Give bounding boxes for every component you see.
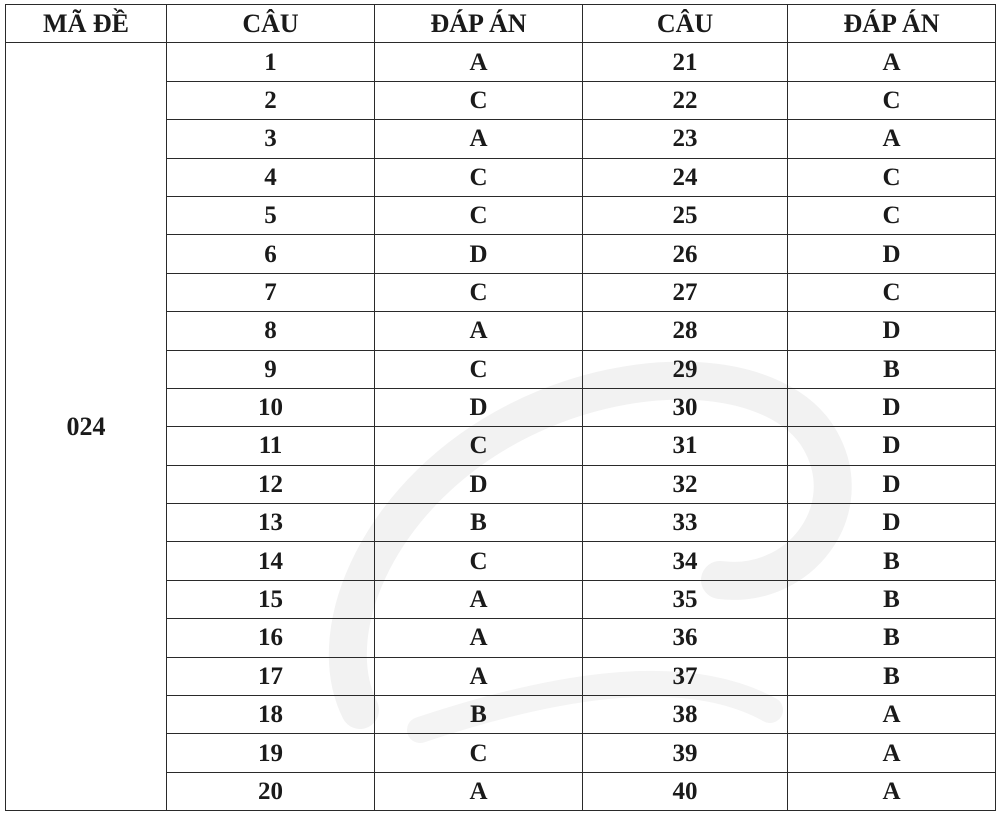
question-number-cell: 16 (167, 619, 375, 657)
answer-cell: A (375, 657, 583, 695)
header-question-2: CÂU (583, 5, 788, 43)
question-number-cell: 18 (167, 696, 375, 734)
question-number-cell: 30 (583, 388, 788, 426)
question-number-cell: 3 (167, 120, 375, 158)
question-number-cell: 38 (583, 696, 788, 734)
question-number-cell: 11 (167, 427, 375, 465)
answer-key-table (5, 4, 996, 811)
answer-cell: D (788, 312, 996, 350)
answer-cell: A (375, 43, 583, 81)
header-question-1: CÂU (167, 5, 375, 43)
header-exam-code: MÃ ĐỀ (6, 5, 167, 43)
answer-cell: D (375, 235, 583, 273)
question-number-cell: 39 (583, 734, 788, 772)
answer-cell: D (788, 504, 996, 542)
exam-code-cell: 024 (6, 43, 167, 811)
question-number-cell: 10 (167, 388, 375, 426)
question-number-cell: 32 (583, 465, 788, 503)
question-number-cell: 25 (583, 196, 788, 234)
question-number-cell: 14 (167, 542, 375, 580)
answer-cell: C (375, 273, 583, 311)
answer-cell: B (375, 504, 583, 542)
answer-cell: C (375, 542, 583, 580)
question-number-cell: 21 (583, 43, 788, 81)
question-number-cell: 35 (583, 580, 788, 618)
question-number-cell: 9 (167, 350, 375, 388)
answer-cell: A (375, 120, 583, 158)
answer-cell: D (788, 388, 996, 426)
question-number-cell: 17 (167, 657, 375, 695)
answer-cell: B (788, 657, 996, 695)
answer-cell: A (788, 734, 996, 772)
question-number-cell: 5 (167, 196, 375, 234)
answer-cell: C (375, 427, 583, 465)
question-number-cell: 31 (583, 427, 788, 465)
question-number-cell: 15 (167, 580, 375, 618)
question-number-cell: 27 (583, 273, 788, 311)
question-number-cell: 28 (583, 312, 788, 350)
answer-cell: D (788, 427, 996, 465)
answer-cell: C (788, 81, 996, 119)
table-row (6, 43, 996, 81)
answer-cell: C (375, 81, 583, 119)
answer-cell: B (375, 696, 583, 734)
answer-table-body (6, 43, 996, 811)
question-number-cell: 24 (583, 158, 788, 196)
question-number-cell: 12 (167, 465, 375, 503)
question-number-cell: 23 (583, 120, 788, 158)
question-number-cell: 19 (167, 734, 375, 772)
answer-cell: A (375, 619, 583, 657)
answer-cell: C (788, 273, 996, 311)
answer-cell: D (375, 388, 583, 426)
answer-cell: D (788, 235, 996, 273)
answer-cell: A (788, 43, 996, 81)
header-row (6, 5, 996, 43)
answer-cell: C (375, 734, 583, 772)
question-number-cell: 33 (583, 504, 788, 542)
answer-cell: B (788, 542, 996, 580)
answer-cell: A (788, 120, 996, 158)
answer-cell: A (375, 312, 583, 350)
answer-cell: D (375, 465, 583, 503)
question-number-cell: 40 (583, 772, 788, 810)
answer-cell: C (375, 158, 583, 196)
question-number-cell: 7 (167, 273, 375, 311)
answer-cell: C (788, 196, 996, 234)
answer-cell: B (788, 580, 996, 618)
question-number-cell: 36 (583, 619, 788, 657)
answer-cell: A (375, 772, 583, 810)
answer-cell: C (375, 350, 583, 388)
answer-cell: A (788, 696, 996, 734)
question-number-cell: 1 (167, 43, 375, 81)
answer-cell: C (375, 196, 583, 234)
question-number-cell: 20 (167, 772, 375, 810)
question-number-cell: 26 (583, 235, 788, 273)
answer-cell: B (788, 350, 996, 388)
answer-cell: A (788, 772, 996, 810)
question-number-cell: 8 (167, 312, 375, 350)
question-number-cell: 6 (167, 235, 375, 273)
question-number-cell: 22 (583, 81, 788, 119)
header-answer-2: ĐÁP ÁN (788, 5, 996, 43)
header-answer-1: ĐÁP ÁN (375, 5, 583, 43)
answer-cell: A (375, 580, 583, 618)
question-number-cell: 13 (167, 504, 375, 542)
question-number-cell: 34 (583, 542, 788, 580)
question-number-cell: 29 (583, 350, 788, 388)
question-number-cell: 37 (583, 657, 788, 695)
answer-cell: B (788, 619, 996, 657)
question-number-cell: 2 (167, 81, 375, 119)
question-number-cell: 4 (167, 158, 375, 196)
answer-cell: C (788, 158, 996, 196)
answer-cell: D (788, 465, 996, 503)
